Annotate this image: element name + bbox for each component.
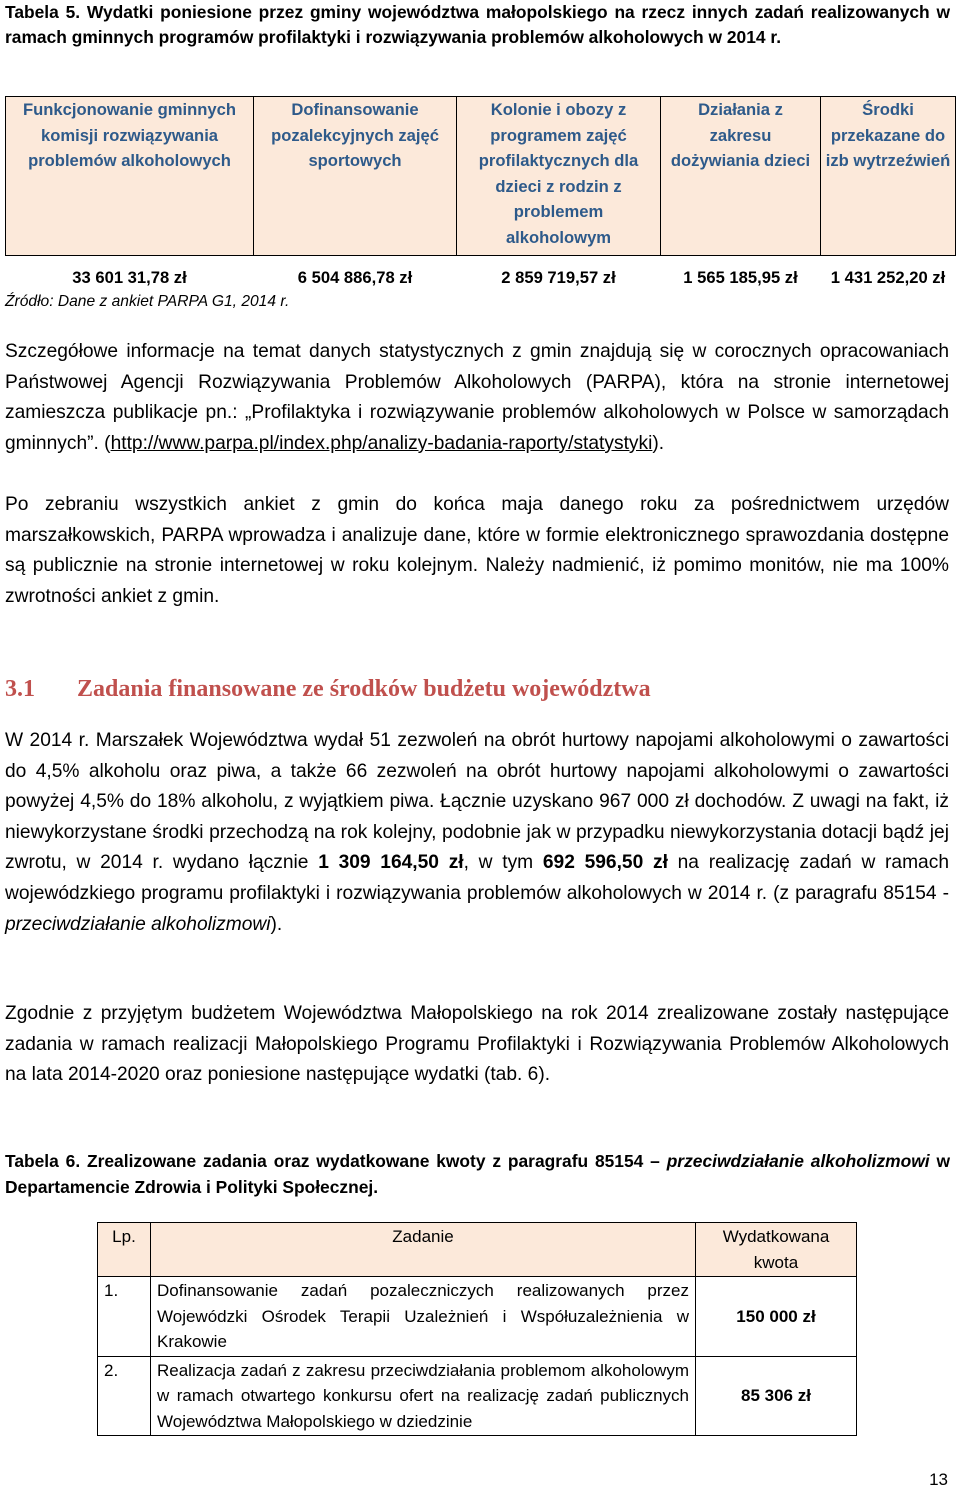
parpa-statistics-link[interactable]: http://www.parpa.pl/index.php/analizy-badania-raporty/statystyki xyxy=(110,432,653,454)
table5-caption: Tabela 5. Wydatki poniesione przez gminy województwa małopolskiego na rzecz innych zadań realizowanych w ramach gminnych programów profilaktyki i rozwiązywania problemów alkoholowych w 2014 r. xyxy=(5,2,950,47)
paragraph-text: Szczegółowe informacje na temat danych statystycznych z gmin znajdują się w corocznych opracowaniach Państwowej Agencji Rozwiązywania Problemów Alkoholowych (PARPA), która na stronie internetowej zamieszcza publikacje pn.: „Profilaktyka i rozwiązywanie problemów alkoholowych w Polsce w samorządach gminnych”. ( xyxy=(5,341,949,454)
program-spent-amount: 692 596,50 zł xyxy=(542,852,668,874)
paragraph-budget-tasks: Zgodnie z przyjętym budżetem Województwa Małopolskiego na rok 2014 zrealizowane zostały następujące zadania w ramach realizacji Małopolskiego Programu Profilaktyki i Rozwiązywania Problemów Alkoholowych na lata 2014-2020 oraz poniesione następujące wydatki (tab. 6). xyxy=(5,1003,949,1086)
table5-value-cell: 2 859 719,57 zł xyxy=(501,268,616,287)
table5-source-note: Źródło: Dane z ankiet PARPA G1, 2014 r. xyxy=(5,293,290,310)
row-amount: 150 000 zł xyxy=(696,1277,857,1357)
section-number: 3.1 xyxy=(5,676,35,702)
paragraph-permits-income xyxy=(5,726,949,940)
row-amount: 85 306 zł xyxy=(696,1356,857,1436)
row-number: 2. xyxy=(98,1356,151,1436)
table5-value-cell: 1 431 252,20 zł xyxy=(830,268,946,287)
paragraph-text: ). xyxy=(652,432,665,454)
paragraph-text: na realizację zadań w ramach wojewódzkiego programu profilaktyki i rozwiązywania problemów alkoholowych w 2014 r. (z paragrafu 85154 - xyxy=(5,852,949,904)
paragraph-survey-collection: Po zebraniu wszystkich ankiet z gmin do końca maja danego roku za pośrednictwem urzędów marszałkowskich, PARPA wprowadza i analizuje dane, które w formie elektronicznego sprawozdania dostępne są publicznie na stronie internetowej w roku kolejnym. Należy nadmienić, iż pomimo monitów, nie ma 100% zwrotności ankiet z gmin. xyxy=(5,494,949,607)
paragraph-text: ). xyxy=(270,913,283,935)
table5-header-cell: Środki przekazane do izb wytrzeźwień xyxy=(821,97,956,256)
table5-header-cell: Funkcjonowanie gminnych komisji rozwiązywania problemów alkoholowych xyxy=(6,97,254,256)
table6-header-amount: Wydatkowana kwota xyxy=(696,1223,857,1277)
table5-value-cell: 33 601 31,78 zł xyxy=(72,268,187,287)
table6-header-row xyxy=(98,1223,857,1277)
caption-italic-term: przeciwdziałanie alkoholizmowi xyxy=(666,1151,930,1171)
table5-header-row xyxy=(6,97,956,256)
section-heading xyxy=(5,676,651,703)
table6-caption xyxy=(5,1148,950,1200)
caption-text: w Departamencie Zdrowia i Polityki Społecznej. xyxy=(5,1151,950,1197)
table5-header-cell: Działania z zakresu dożywiania dzieci xyxy=(661,97,821,256)
section-title: Zadania finansowane ze środków budżetu województwa xyxy=(77,676,651,702)
table6-header-task: Zadanie xyxy=(151,1223,696,1277)
paragraph-parpa-info xyxy=(5,337,949,459)
row-number: 1. xyxy=(98,1277,151,1357)
table5 xyxy=(5,96,956,290)
paragraph-text: W 2014 r. Marszałek Województwa wydał 51 zezwoleń na obrót hurtowy napojami alkoholowymi o zawartości do 4,5% alkoholu oraz piwa, a także 66 zezwoleń na obrót hurtowy napojami alkoholowymi o zawartości powyżej 4,5% do 18% alkoholu, z wyjątkiem piwa. Łącznie uzyskano 967 000 zł dochodów. Z uwagi na fakt, iż niewykorzystane środki przechodzą na rok kolejny, podobnie jak w przypadku niewykorzystania dotacji bądź jej zwrotu, w 2014 r. wydano łącznie xyxy=(5,730,949,874)
caption-text: Tabela 6. Zrealizowane zadania oraz wydatkowane kwoty z paragrafu 85154 – xyxy=(5,1151,667,1171)
table-row xyxy=(98,1356,857,1436)
table5-header-cell: Dofinansowanie pozalekcyjnych zajęć sportowych xyxy=(254,97,457,256)
table-row xyxy=(98,1277,857,1357)
page-number: 13 xyxy=(929,1470,948,1489)
table6-header-lp: Lp. xyxy=(98,1223,151,1277)
table6 xyxy=(97,1222,857,1436)
table5-value-cell: 6 504 886,78 zł xyxy=(297,268,413,287)
table5-header-cell: Kolonie i obozy z programem zajęć profilaktycznych dla dzieci z rodzin z problemem alkoholowym xyxy=(457,97,661,256)
table5-value-row xyxy=(6,256,956,291)
table5-value-cell: 1 565 185,95 zł xyxy=(683,268,798,287)
paragraph-text: , w tym xyxy=(463,852,543,874)
paragraph-italic-term: przeciwdziałanie alkoholizmowi xyxy=(5,913,271,935)
total-spent-amount: 1 309 164,50 zł xyxy=(318,852,464,874)
row-task: Dofinansowanie zadań pozaleczniczych realizowanych przez Wojewódzki Ośrodek Terapii Uzależnień i Współuzależnienia w Krakowie xyxy=(151,1277,696,1357)
row-task: Realizacja zadań z zakresu przeciwdziałania problemom alkoholowym w ramach otwartego konkursu ofert na realizację zadań publicznych Województwa Małopolskiego w dziedzinie xyxy=(151,1356,696,1436)
